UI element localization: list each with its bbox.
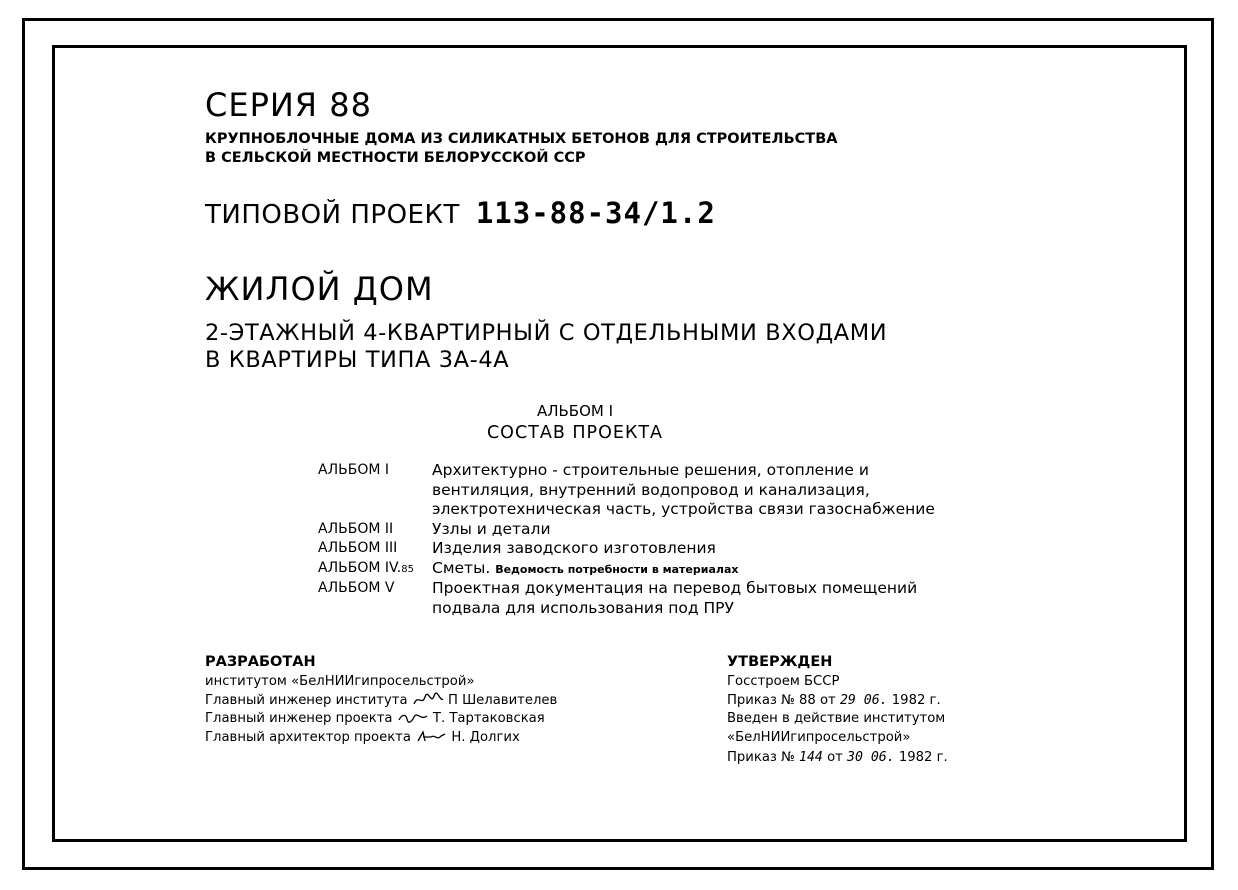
project-engineer-name: Т. Тартаковская xyxy=(432,711,545,726)
album-heading xyxy=(420,400,730,444)
album-desc-note: Ведомость потребности в материалах xyxy=(495,562,739,576)
chief-engineer-label: Главный инженер института xyxy=(205,692,408,708)
project-engineer-label: Главный инженер проекта xyxy=(205,711,393,726)
album-row xyxy=(318,579,935,618)
album-heading-title: СОСТАВ ПРОЕКТА xyxy=(486,423,664,443)
series-subtitle-line: КРУПНОБЛОЧНЫЕ ДОМА ИЗ СИЛИКАТНЫХ БЕТОНОВ ДЛЯ СТРОИТЕЛЬСТВА xyxy=(205,131,838,147)
album-key-suffix: 85 xyxy=(401,563,414,575)
album-key: АЛЬБОМ I xyxy=(318,462,389,478)
album-desc-line: подвала для использования под ПРУ xyxy=(432,598,734,617)
signature-icon xyxy=(415,729,447,745)
album-desc-line: электротехническая часть, устройства связи газоснабжение xyxy=(432,500,935,518)
album-desc xyxy=(432,559,935,580)
project-engineer-line xyxy=(205,710,557,729)
album-row xyxy=(318,539,935,559)
approved-heading: УТВЕРЖДЕН xyxy=(727,654,833,670)
architect-name: Н. Долгих xyxy=(451,729,520,745)
approved-body: Госстроем БССР xyxy=(727,674,840,689)
order-2-date: 30 06. xyxy=(847,750,895,765)
signature-icon xyxy=(397,710,429,726)
series-subtitle xyxy=(205,130,837,168)
project-number: 113-88-34/1.2 xyxy=(475,196,716,230)
order-2-year: 1982 г. xyxy=(898,750,948,765)
architect-line xyxy=(205,729,557,748)
album-desc-line: Архитектурно - строительные решения, отопление и xyxy=(432,461,869,479)
chief-engineer-name: П Шелавителев xyxy=(447,692,558,708)
series-title: СЕРИЯ 88 xyxy=(205,86,372,124)
project-label: ТИПОВОЙ ПРОЕКТ xyxy=(205,200,460,230)
album-desc: Изделия заводского изготовления xyxy=(432,539,716,557)
building-description xyxy=(205,320,887,374)
album-desc: Узлы и детали xyxy=(432,519,551,538)
album-heading-number: АЛЬБОМ I xyxy=(536,402,614,420)
album-key: АЛЬБОМ II xyxy=(318,520,394,537)
architect-label: Главный архитектор проекта xyxy=(205,729,411,745)
album-row xyxy=(318,559,935,580)
building-desc-line: 2-ЭТАЖНЫЙ 4-КВАРТИРНЫЙ С ОТДЕЛЬНЫМИ ВХОДАМИ xyxy=(205,320,888,346)
developed-heading: РАЗРАБОТАН xyxy=(205,654,316,670)
building-title: ЖИЛОЙ ДОМ xyxy=(205,270,434,308)
album-desc-line: вентиляция, внутренний водопровод и канализация, xyxy=(432,480,870,499)
signature-icon xyxy=(412,692,444,708)
order-2-prefix: Приказ № xyxy=(727,750,795,765)
approved-block xyxy=(727,651,948,768)
album-row xyxy=(318,520,935,540)
order-1-year: 1982 г. xyxy=(891,692,941,708)
album-key-cell xyxy=(318,559,432,580)
album-desc xyxy=(432,579,935,618)
album-list xyxy=(318,461,935,618)
album-key: АЛЬБОМ V xyxy=(318,580,395,596)
album-row xyxy=(318,461,935,520)
order-2 xyxy=(727,749,948,768)
album-desc-line: Проектная документация на перевод бытовых помещений xyxy=(432,579,918,597)
order-2-number: 144 xyxy=(799,750,823,765)
order-1 xyxy=(727,692,948,711)
album-desc-main: Сметы. xyxy=(432,558,491,577)
developed-institute: институтом «БелНИИгипросельстрой» xyxy=(205,674,475,689)
building-desc-line: В КВАРТИРЫ ТИПА 3А-4А xyxy=(205,347,510,373)
album-key: АЛЬБОМ IV. xyxy=(318,559,402,576)
album-desc xyxy=(432,461,935,520)
series-subtitle-line: В СЕЛЬСКОЙ МЕСТНОСТИ БЕЛОРУССКОЙ ССР xyxy=(205,150,586,166)
order-1-date: 29 06. xyxy=(839,692,888,708)
album-key: АЛЬБОМ III xyxy=(318,540,398,556)
order-1-prefix: Приказ № 88 от xyxy=(727,692,836,708)
project-title xyxy=(205,196,716,230)
chief-engineer-line xyxy=(205,692,557,711)
order-2-from: от xyxy=(827,750,843,765)
enacted-text: Введен в действие институтом xyxy=(727,711,946,726)
enacted-institute: «БелНИИгипросельстрой» xyxy=(727,729,911,745)
developed-block xyxy=(205,651,557,747)
